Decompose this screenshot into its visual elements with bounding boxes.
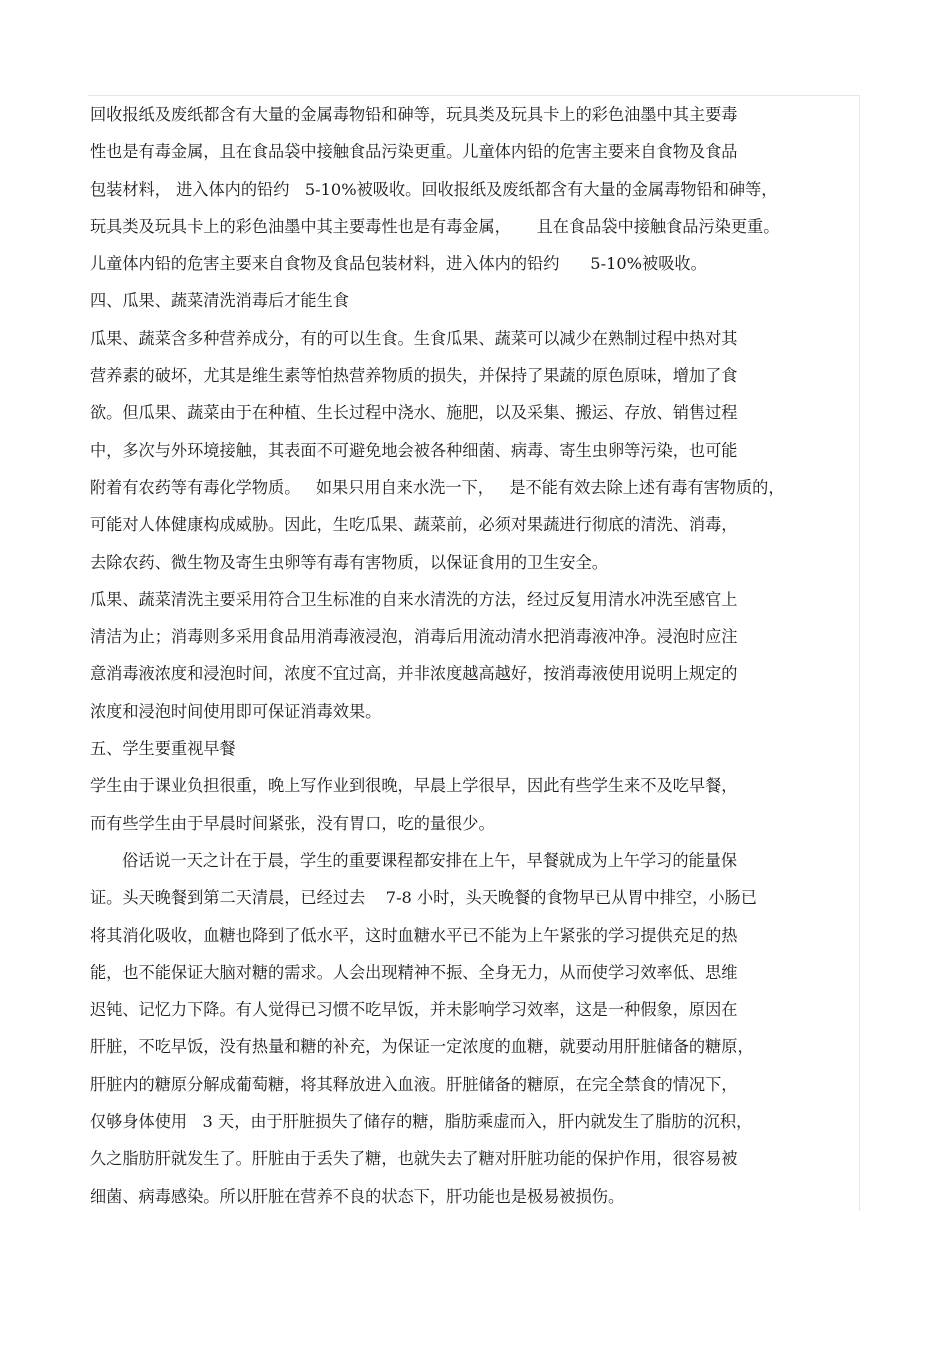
text-line: 俗话说一天之计在于晨，学生的重要课程都安排在上午，早餐就成为上午学习的能量保 bbox=[122, 850, 738, 870]
text-line: 意消毒液浓度和浸泡时间，浓度不宜过高，并非浓度越高越好，按消毒液使用说明上规定的 bbox=[90, 664, 738, 684]
text-line: 将其消化吸收，血糖也降到了低水平，这时血糖水平已不能为上午紧张的学习提供充足的热 bbox=[90, 925, 738, 945]
text-line: 性也是有毒金属，且在食品袋中接触食品污染更重。儿童体内铅的危害主要来自食物及食品 bbox=[90, 142, 738, 162]
text-line: 浓度和浸泡时间使用即可保证消毒效果。 bbox=[90, 701, 382, 721]
text-line: 证。头天晚餐到第二天清晨，已经过去 7-8 小时，头天晚餐的食物早已从胃中排空，小肠已 bbox=[90, 888, 757, 908]
document-body bbox=[90, 96, 860, 1215]
text-line: 迟钝、记忆力下降。有人觉得已习惯不吃早饭，并未影响学习效率，这是一种假象，原因在 bbox=[90, 1000, 738, 1020]
text-line: 回收报纸及废纸都含有大量的金属毒物铅和砷等，玩具类及玩具卡上的彩色油墨中其主要毒 bbox=[90, 105, 738, 124]
text-line: 中，多次与外环境接触，其表面不可避免地会被各种细菌、病毒、寄生虫卵等污染，也可能 bbox=[90, 440, 738, 460]
text-line: 去除农药、微生物及寄生虫卵等有毒有害物质，以保证食用的卫生安全。 bbox=[90, 552, 608, 572]
text-line: 瓜果、蔬菜含多种营养成分，有的可以生食。生食瓜果、蔬菜可以减少在熟制过程中热对其 bbox=[90, 328, 738, 348]
section-heading: 五、学生要重视早餐 bbox=[90, 739, 236, 759]
text-line: 包装材料， 进入体内的铅约 5-10%被吸收。回收报纸及废纸都含有大量的金属毒物铅和砷等， bbox=[90, 179, 778, 199]
text-line: 附着有农药等有毒化学物质。 如果只用自来水洗一下， 是不能有效去除上述有毒有害物质的， bbox=[90, 477, 785, 497]
text-line: 瓜果、蔬菜清洗主要采用符合卫生标准的自来水清洗的方法，经过反复用清水冲洗至感官上 bbox=[90, 589, 738, 609]
text-line: 清洁为止；消毒则多采用食品用消毒液浸泡，消毒后用流动清水把消毒液冲净。浸泡时应注 bbox=[90, 627, 738, 647]
text-line: 肝脏内的糖原分解成葡萄糖，将其释放进入血液。肝脏储备的糖原，在完全禁食的情况下， bbox=[90, 1074, 738, 1094]
text-line: 肝脏，不吃早饭，没有热量和糖的补充，为保证一定浓度的血糖，就要动用肝脏储备的糖原， bbox=[90, 1037, 754, 1057]
text-line: 可能对人体健康构成威胁。因此，生吃瓜果、蔬菜前，必须对果蔬进行彻底的清洗、消毒， bbox=[90, 515, 738, 535]
text-line: 细菌、病毒感染。所以肝脏在营养不良的状态下，肝功能也是极易被损伤。 bbox=[90, 1186, 625, 1206]
text-line: 玩具类及玩具卡上的彩色油墨中其主要毒性也是有毒金属， 且在食品袋中接触食品污染更重。 bbox=[90, 216, 780, 236]
text-line: 久之脂肪肝就发生了。肝脏由于丢失了糖，也就失去了糖对肝脏功能的保护作用，很容易被 bbox=[90, 1149, 738, 1169]
text-line: 仅够身体使用 3 天，由于肝脏损失了储存的糖，脂肪乘虚而入，肝内就发生了脂肪的沉积， bbox=[90, 1112, 753, 1132]
text-line: 营养素的破坏，尤其是维生素等怕热营养物质的损失，并保持了果蔬的原色原味，增加了食 bbox=[90, 366, 738, 386]
text-line: 能，也不能保证大脑对糖的需求。人会出现精神不振、全身无力，从而使学习效率低、思维 bbox=[90, 962, 738, 982]
text-line: 儿童体内铅的危害主要来自食物及食品包装材料，进入体内的铅约 5-10%被吸收。 bbox=[90, 254, 707, 274]
text-line: 欲。但瓜果、蔬菜由于在种植、生长过程中浇水、施肥，以及采集、搬运、存放、销售过程 bbox=[90, 403, 738, 423]
text-line: 而有些学生由于早晨时间紧张，没有胃口，吃的量很少。 bbox=[90, 813, 495, 833]
text-line: 学生由于课业负担很重，晚上写作业到很晚，早晨上学很早，因此有些学生来不及吃早餐， bbox=[90, 776, 738, 796]
section-heading: 四、瓜果、蔬菜清洗消毒后才能生食 bbox=[90, 291, 349, 311]
